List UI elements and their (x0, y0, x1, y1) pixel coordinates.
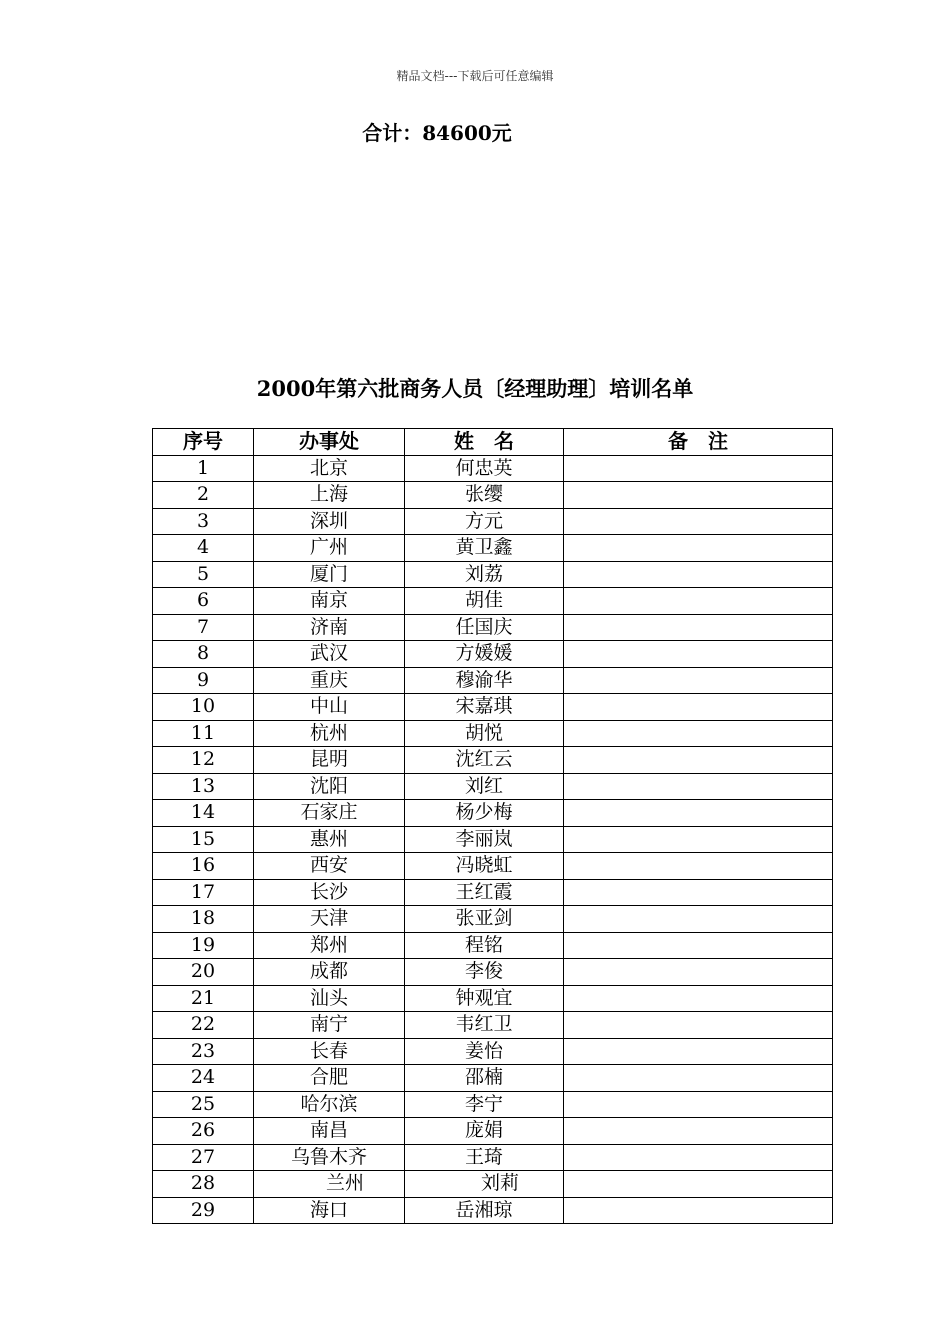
person-name-cell: 刘荔 (405, 561, 564, 588)
office-cell: 郑州 (254, 932, 405, 959)
row-number-cell: 24 (153, 1065, 254, 1092)
office-cell: 广州 (254, 535, 405, 562)
table-row (153, 879, 833, 906)
row-number-cell: 10 (153, 694, 254, 721)
office-cell: 海口 (254, 1197, 405, 1224)
remark-cell (564, 535, 833, 562)
person-name-cell: 王琦 (405, 1144, 564, 1171)
row-number-cell: 11 (153, 720, 254, 747)
document-title: 2000年第六批商务人员〔经理助理〕培训名单 (256, 376, 694, 401)
remark-cell (564, 1197, 833, 1224)
office-cell: 南京 (254, 588, 405, 615)
remark-cell (564, 1012, 833, 1039)
remark-cell (564, 1091, 833, 1118)
table-row (153, 906, 833, 933)
training-roster-table (152, 428, 833, 1224)
row-number-cell: 7 (153, 614, 254, 641)
row-number-cell: 25 (153, 1091, 254, 1118)
remark-cell (564, 1144, 833, 1171)
row-number-cell: 28 (153, 1171, 254, 1198)
person-name-cell: 胡佳 (405, 588, 564, 615)
person-name-cell: 张亚剑 (405, 906, 564, 933)
table-row (153, 694, 833, 721)
person-name-cell: 刘红 (405, 773, 564, 800)
person-name-cell: 穆渝华 (405, 667, 564, 694)
person-name-cell: 胡悦 (405, 720, 564, 747)
row-number-cell: 19 (153, 932, 254, 959)
row-number-cell: 13 (153, 773, 254, 800)
table-row (153, 1038, 833, 1065)
office-cell: 武汉 (254, 641, 405, 668)
row-number-cell: 5 (153, 561, 254, 588)
table-row (153, 641, 833, 668)
row-number-cell: 1 (153, 455, 254, 482)
person-name-cell: 杨少梅 (405, 800, 564, 827)
header-remark: 备 注 (564, 429, 833, 456)
office-cell: 深圳 (254, 508, 405, 535)
remark-cell (564, 853, 833, 880)
remark-cell (564, 1118, 833, 1145)
table-row (153, 588, 833, 615)
table-row (153, 720, 833, 747)
table-row (153, 1012, 833, 1039)
table-row (153, 826, 833, 853)
person-name-cell: 宋嘉琪 (405, 694, 564, 721)
remark-cell (564, 1171, 833, 1198)
office-cell: 中山 (254, 694, 405, 721)
office-cell: 上海 (254, 482, 405, 509)
office-cell: 济南 (254, 614, 405, 641)
table-body (153, 455, 833, 1224)
header-note: 精品文档---下载后可任意编辑 (396, 69, 554, 83)
office-cell: 昆明 (254, 747, 405, 774)
table-row (153, 455, 833, 482)
person-name-cell: 李俊 (405, 959, 564, 986)
table-row (153, 773, 833, 800)
table-row (153, 959, 833, 986)
remark-cell (564, 773, 833, 800)
remark-cell (564, 641, 833, 668)
remark-cell (564, 1065, 833, 1092)
header-office: 办事处 (254, 429, 405, 456)
office-cell: 长沙 (254, 879, 405, 906)
person-name-cell: 刘莉 (405, 1171, 564, 1198)
person-name-cell: 方元 (405, 508, 564, 535)
row-number-cell: 8 (153, 641, 254, 668)
remark-cell (564, 694, 833, 721)
row-number-cell: 29 (153, 1197, 254, 1224)
table-row (153, 1118, 833, 1145)
table-row (153, 747, 833, 774)
total-amount: 合计：84600元 (362, 121, 512, 145)
person-name-cell: 沈红云 (405, 747, 564, 774)
remark-cell (564, 588, 833, 615)
remark-cell (564, 747, 833, 774)
table-row (153, 1197, 833, 1224)
table-row (153, 1065, 833, 1092)
remark-cell (564, 932, 833, 959)
office-cell: 厦门 (254, 561, 405, 588)
office-cell: 长春 (254, 1038, 405, 1065)
office-cell: 南宁 (254, 1012, 405, 1039)
office-cell: 北京 (254, 455, 405, 482)
header-number: 序号 (153, 429, 254, 456)
person-name-cell: 邵楠 (405, 1065, 564, 1092)
row-number-cell: 4 (153, 535, 254, 562)
table-row (153, 800, 833, 827)
remark-cell (564, 879, 833, 906)
row-number-cell: 21 (153, 985, 254, 1012)
person-name-cell: 冯晓虹 (405, 853, 564, 880)
office-cell: 乌鲁木齐 (254, 1144, 405, 1171)
table-row (153, 853, 833, 880)
office-cell: 兰州 (254, 1171, 405, 1198)
table-row (153, 561, 833, 588)
remark-cell (564, 667, 833, 694)
remark-cell (564, 482, 833, 509)
office-cell: 南昌 (254, 1118, 405, 1145)
remark-cell (564, 906, 833, 933)
remark-cell (564, 985, 833, 1012)
person-name-cell: 王红霞 (405, 879, 564, 906)
person-name-cell: 方媛媛 (405, 641, 564, 668)
table-header-row (153, 429, 833, 456)
person-name-cell: 任国庆 (405, 614, 564, 641)
row-number-cell: 20 (153, 959, 254, 986)
office-cell: 重庆 (254, 667, 405, 694)
remark-cell (564, 561, 833, 588)
table-row (153, 614, 833, 641)
person-name-cell: 姜怡 (405, 1038, 564, 1065)
table-row (153, 535, 833, 562)
table-row (153, 508, 833, 535)
row-number-cell: 14 (153, 800, 254, 827)
remark-cell (564, 455, 833, 482)
row-number-cell: 22 (153, 1012, 254, 1039)
table-row (153, 1171, 833, 1198)
remark-cell (564, 800, 833, 827)
row-number-cell: 2 (153, 482, 254, 509)
person-name-cell: 何忠英 (405, 455, 564, 482)
row-number-cell: 27 (153, 1144, 254, 1171)
office-cell: 西安 (254, 853, 405, 880)
row-number-cell: 3 (153, 508, 254, 535)
remark-cell (564, 1038, 833, 1065)
table-row (153, 667, 833, 694)
office-cell: 哈尔滨 (254, 1091, 405, 1118)
table-row (153, 1091, 833, 1118)
office-cell: 合肥 (254, 1065, 405, 1092)
office-cell: 沈阳 (254, 773, 405, 800)
person-name-cell: 岳湘琼 (405, 1197, 564, 1224)
table-row (153, 932, 833, 959)
office-cell: 成都 (254, 959, 405, 986)
remark-cell (564, 720, 833, 747)
person-name-cell: 韦红卫 (405, 1012, 564, 1039)
row-number-cell: 12 (153, 747, 254, 774)
row-number-cell: 26 (153, 1118, 254, 1145)
remark-cell (564, 614, 833, 641)
row-number-cell: 6 (153, 588, 254, 615)
table-row (153, 985, 833, 1012)
person-name-cell: 程铭 (405, 932, 564, 959)
person-name-cell: 李宁 (405, 1091, 564, 1118)
remark-cell (564, 826, 833, 853)
remark-cell (564, 959, 833, 986)
row-number-cell: 18 (153, 906, 254, 933)
remark-cell (564, 508, 833, 535)
office-cell: 杭州 (254, 720, 405, 747)
row-number-cell: 23 (153, 1038, 254, 1065)
person-name-cell: 张缨 (405, 482, 564, 509)
office-cell: 汕头 (254, 985, 405, 1012)
row-number-cell: 9 (153, 667, 254, 694)
person-name-cell: 钟观宜 (405, 985, 564, 1012)
table-row (153, 482, 833, 509)
office-cell: 石家庄 (254, 800, 405, 827)
office-cell: 天津 (254, 906, 405, 933)
header-name: 姓 名 (405, 429, 564, 456)
row-number-cell: 17 (153, 879, 254, 906)
row-number-cell: 16 (153, 853, 254, 880)
row-number-cell: 15 (153, 826, 254, 853)
office-cell: 惠州 (254, 826, 405, 853)
table-row (153, 1144, 833, 1171)
person-name-cell: 黄卫鑫 (405, 535, 564, 562)
person-name-cell: 庞娟 (405, 1118, 564, 1145)
person-name-cell: 李丽岚 (405, 826, 564, 853)
